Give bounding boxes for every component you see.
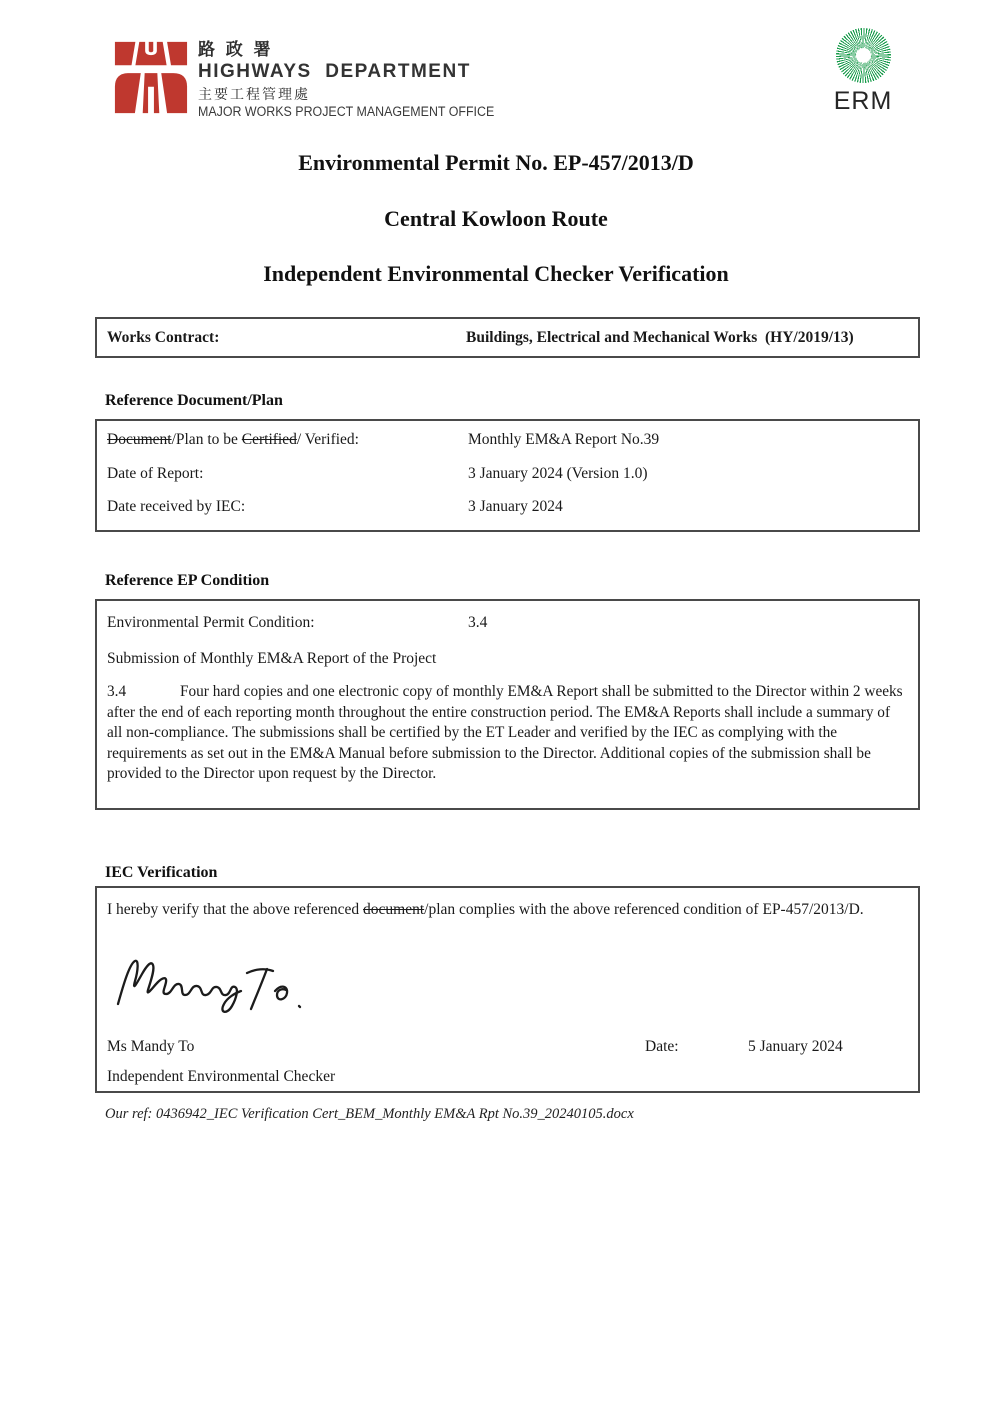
signer-title: Independent Environmental Checker bbox=[107, 1068, 336, 1085]
erm-logo-label: ERM bbox=[833, 87, 893, 115]
ep-condition-value: 3.4 bbox=[468, 614, 488, 631]
table-row-date-of-report bbox=[107, 464, 908, 484]
ep-condition-table bbox=[95, 599, 920, 810]
department-name-english: HIGHWAYS DEPARTMENT bbox=[198, 61, 471, 82]
iec-verification-heading: IEC Verification bbox=[105, 864, 218, 881]
date-value: 5 January 2024 bbox=[748, 1038, 843, 1055]
document-plan-label: Document/Plan to be Certified/ Verified: bbox=[107, 431, 359, 448]
signer-date-row bbox=[97, 1038, 918, 1060]
ep-clause-paragraph bbox=[107, 682, 907, 785]
document-plan-value: Monthly EM&A Report No.39 bbox=[468, 431, 660, 448]
document-subtitle: Independent Environmental Checker Verification bbox=[263, 261, 729, 286]
reference-document-table bbox=[95, 419, 920, 532]
signature bbox=[113, 950, 313, 1021]
permit-number-title: Environmental Permit No. EP-457/2013/D bbox=[298, 150, 694, 175]
works-contract-label: Works Contract: bbox=[107, 328, 220, 346]
date-of-report-label: Date of Report: bbox=[107, 464, 204, 482]
highways-department-logo-icon bbox=[112, 38, 190, 116]
table-row-ep-condition bbox=[107, 613, 907, 633]
reference-document-heading: Reference Document/Plan bbox=[105, 392, 283, 409]
erm-logo bbox=[833, 28, 893, 115]
signer-name: Ms Mandy To bbox=[107, 1038, 195, 1055]
department-name-chinese: 路 政 署 bbox=[198, 40, 274, 59]
date-of-report-value: 3 January 2024 (Version 1.0) bbox=[468, 464, 648, 482]
ep-condition-label: Environmental Permit Condition: bbox=[107, 614, 315, 631]
reference-ep-condition-heading: Reference EP Condition bbox=[105, 572, 270, 589]
department-header-text bbox=[198, 40, 520, 120]
office-name-english: MAJOR WORKS PROJECT MANAGEMENT OFFICE bbox=[198, 104, 495, 119]
our-ref-line: Our ref: 0436942_IEC Verification Cert_BEM_Monthly EM&A Rpt No.39_20240105.docx bbox=[105, 1106, 634, 1122]
ep-clause-number: 3.4 bbox=[107, 683, 127, 700]
office-name-chinese: 主要工程管理處 bbox=[198, 86, 310, 102]
ep-clause-text: Four hard copies and one electronic copy of monthly EM&A Report shall be submitted to the Director within 2 weeks after the end of each reporting month throughout the entire construction period. The EM&A Reports shall include a summary of all non-compliance. The submissions shall be certified by the ET Leader and verified by the IEC as complying with the requirements as set out in the EM&A Manual before submission to the Director. Additional copies of the submission shall be provided to the Director upon request by the Director. bbox=[107, 683, 903, 783]
iec-verification-statement: I hereby verify that the above referenced document/plan complies with the above referenced condition of EP-457/2013/D. bbox=[107, 901, 864, 918]
works-contract-table bbox=[95, 317, 920, 358]
ep-condition-subject: Submission of Monthly EM&A Report of the Project bbox=[107, 650, 437, 667]
erm-starburst-icon bbox=[836, 28, 891, 83]
iec-verification-panel bbox=[95, 886, 920, 1093]
project-title: Central Kowloon Route bbox=[384, 206, 608, 231]
works-contract-value: Buildings, Electrical and Mechanical Works (HY/2019/13) bbox=[466, 328, 854, 346]
table-row-date-received bbox=[107, 497, 908, 517]
date-received-value: 3 January 2024 bbox=[468, 498, 563, 515]
date-label: Date: bbox=[645, 1038, 679, 1055]
date-received-label: Date received by IEC: bbox=[107, 498, 246, 515]
table-row-document-plan bbox=[107, 430, 908, 450]
